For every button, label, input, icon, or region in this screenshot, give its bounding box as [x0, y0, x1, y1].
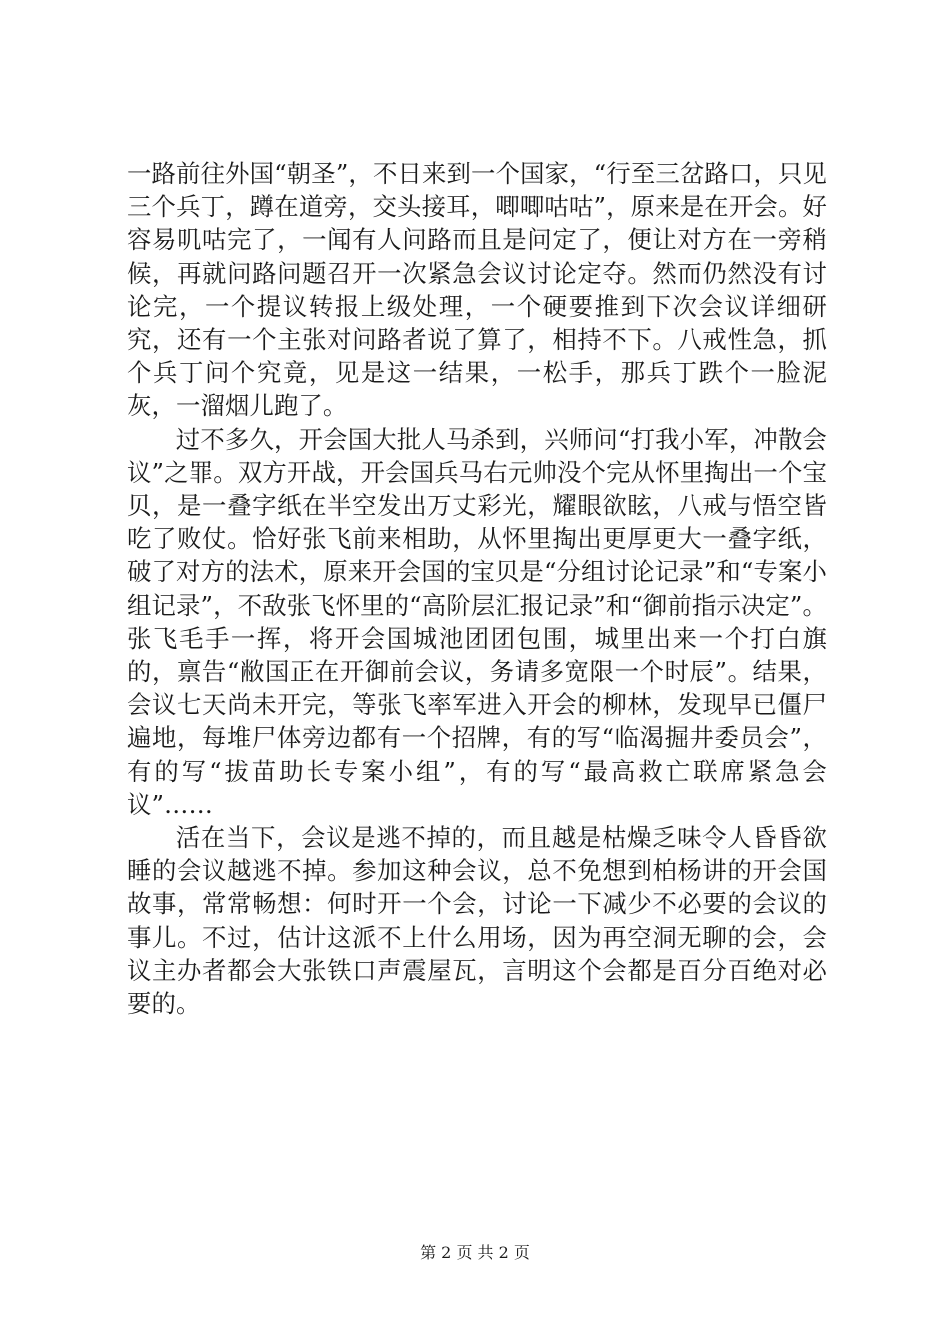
document-body [127, 157, 827, 1020]
paragraph: 一路前往外国“朝圣”，不日来到一个国家，“行至三岔路口，只见三个兵丁，蹲在道旁，交头接耳，唧唧咕咕”，原来是在开会。好容易叽咕完了，一闻有人问路而且是问定了，便让对方在一旁稍候，再就问路问题召开一次紧急会议讨论定夺。然而仍然没有讨论完，一个提议转报上级处理，一个硬要推到下次会议详细研究，还有一个主张对问路者说了算了，相持不下。八戒性急，抓个兵丁问个究竟，见是这一结果，一松手，那兵丁跌个一脸泥灰，一溜烟儿跑了。 [127, 159, 827, 421]
paragraph: 过不多久，开会国大批人马杀到，兴师问“打我小军，冲散会议”之罪。双方开战，开会国兵马右元帅没个完从怀里掏出一个宝贝，是一叠字纸在半空发出万丈彩光，耀眼欲眩，八戒与悟空皆吃了败仗。恰好张飞前来相助，从怀里掏出更厚更大一叠字纸，破了对方的法术，原来开会国的宝贝是“分组讨论记录”和“专案小组记录”，不敌张飞怀里的“高阶层汇报记录”和“御前指示决定”。张飞毛手一挥，将开会国城池团团包围，城里出来一个打白旗的，禀告“敝国正在开御前会议，务请多宽限一个时辰”。结果，会议七天尚未开完，等张飞率军进入开会的柳林，发现早已僵尸遍地，每堆尸体旁边都有一个招牌，有的写“临渴掘井委员会”，有的写“拔苗助长专案小组”，有的写“最高救亡联席紧急会议”…… [127, 424, 827, 819]
paragraph: 活在当下，会议是逃不掉的，而且越是枯燥乏味令人昏昏欲睡的会议越逃不掉。参加这种会议，总不免想到柏杨讲的开会国故事，常常畅想：何时开一个会，讨论一下减少不必要的会议的事儿。不过，估计这派不上什么用场，因为再空洞无聊的会，会议主办者都会大张铁口声震屋瓦，言明这个会都是百分百绝对必要的。 [127, 823, 827, 1019]
page-footer: 第 2 页 共 2 页 [420, 1243, 530, 1262]
